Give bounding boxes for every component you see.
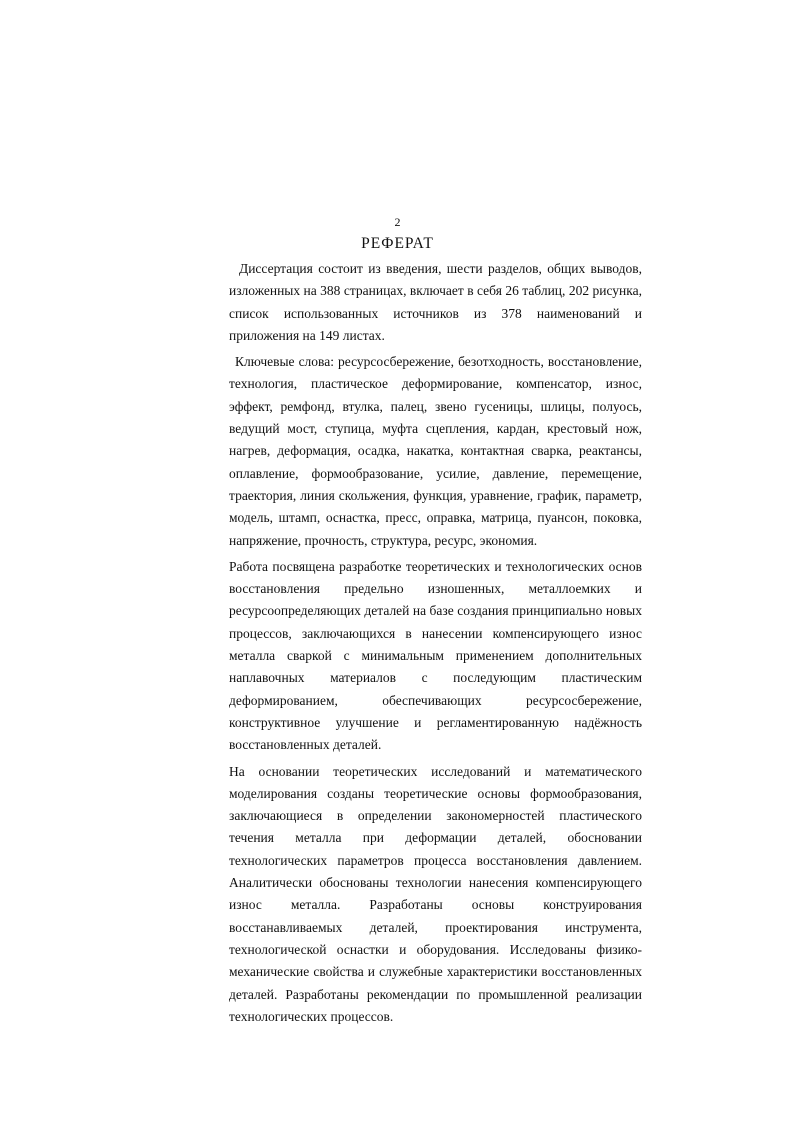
paragraph-purpose: Работа посвящена разработке теоретических и технологических основ восстановления предельно изношенных, металлоемких и ресурсоопределяющих деталей на базе создания принципиально новых процессов, заключающихся в нанесении компенсирующего износ металла сваркой с минимальным применением дополнительных наплавочных материалов с последующим пластическим деформированием, обеспечивающих ресурсосбережение, конструктивное улучшение и регламентированную надёжность восстановленных деталей. [229,558,642,753]
document-body [229,258,642,1028]
page-title: РЕФЕРАТ [361,235,434,252]
paragraph-keywords: Ключевые слова: ресурсосбережение, безотходность, восстановление, технология, пластическое деформирование, компенсатор, износ, эффект, ремфонд, втулка, палец, звено гусеницы, шлицы, полуось, ведущий мост, ступица, муфта сцепления, кардан, крестовый нож, нагрев, деформация, осадка, накатка, контактная сварка, реактансы, оплавление, формообразование, усилие, давление, перемещение, траектория, линия скольжения, функция, уравнение, график, параметр, модель, штамп, оснастка, пресс, оправка, матрица, пуансон, поковка, напряжение, прочность, структура, ресурс, экономия. [229,354,642,548]
page-number: 2 [394,215,401,229]
paragraph-intro: Диссертация состоит из введения, шести разделов, общих выводов, изложенных на 388 страницах, включает в себя 26 таблиц, 202 рисунка, список использованных источников из 378 наименований и приложения на 149 листах. [229,261,642,343]
paragraph-results: На основании теоретических исследований и математического моделирования созданы теоретические основы формообразования, заключающиеся в определении закономерностей пластического течения металла при деформации деталей, обосновании технологических параметров процесса восстановления давлением. Аналитически обоснованы технологии нанесения компенсирующего износ металла. Разработаны основы конструирования восстанавливаемых деталей, проектирования инструмента, технологической оснастки и оборудования. Исследованы физико-механические свойства и служебные характеристики восстановленных деталей. Разработаны рекомендации по промышленной реализации технологических процессов. [229,763,642,1024]
